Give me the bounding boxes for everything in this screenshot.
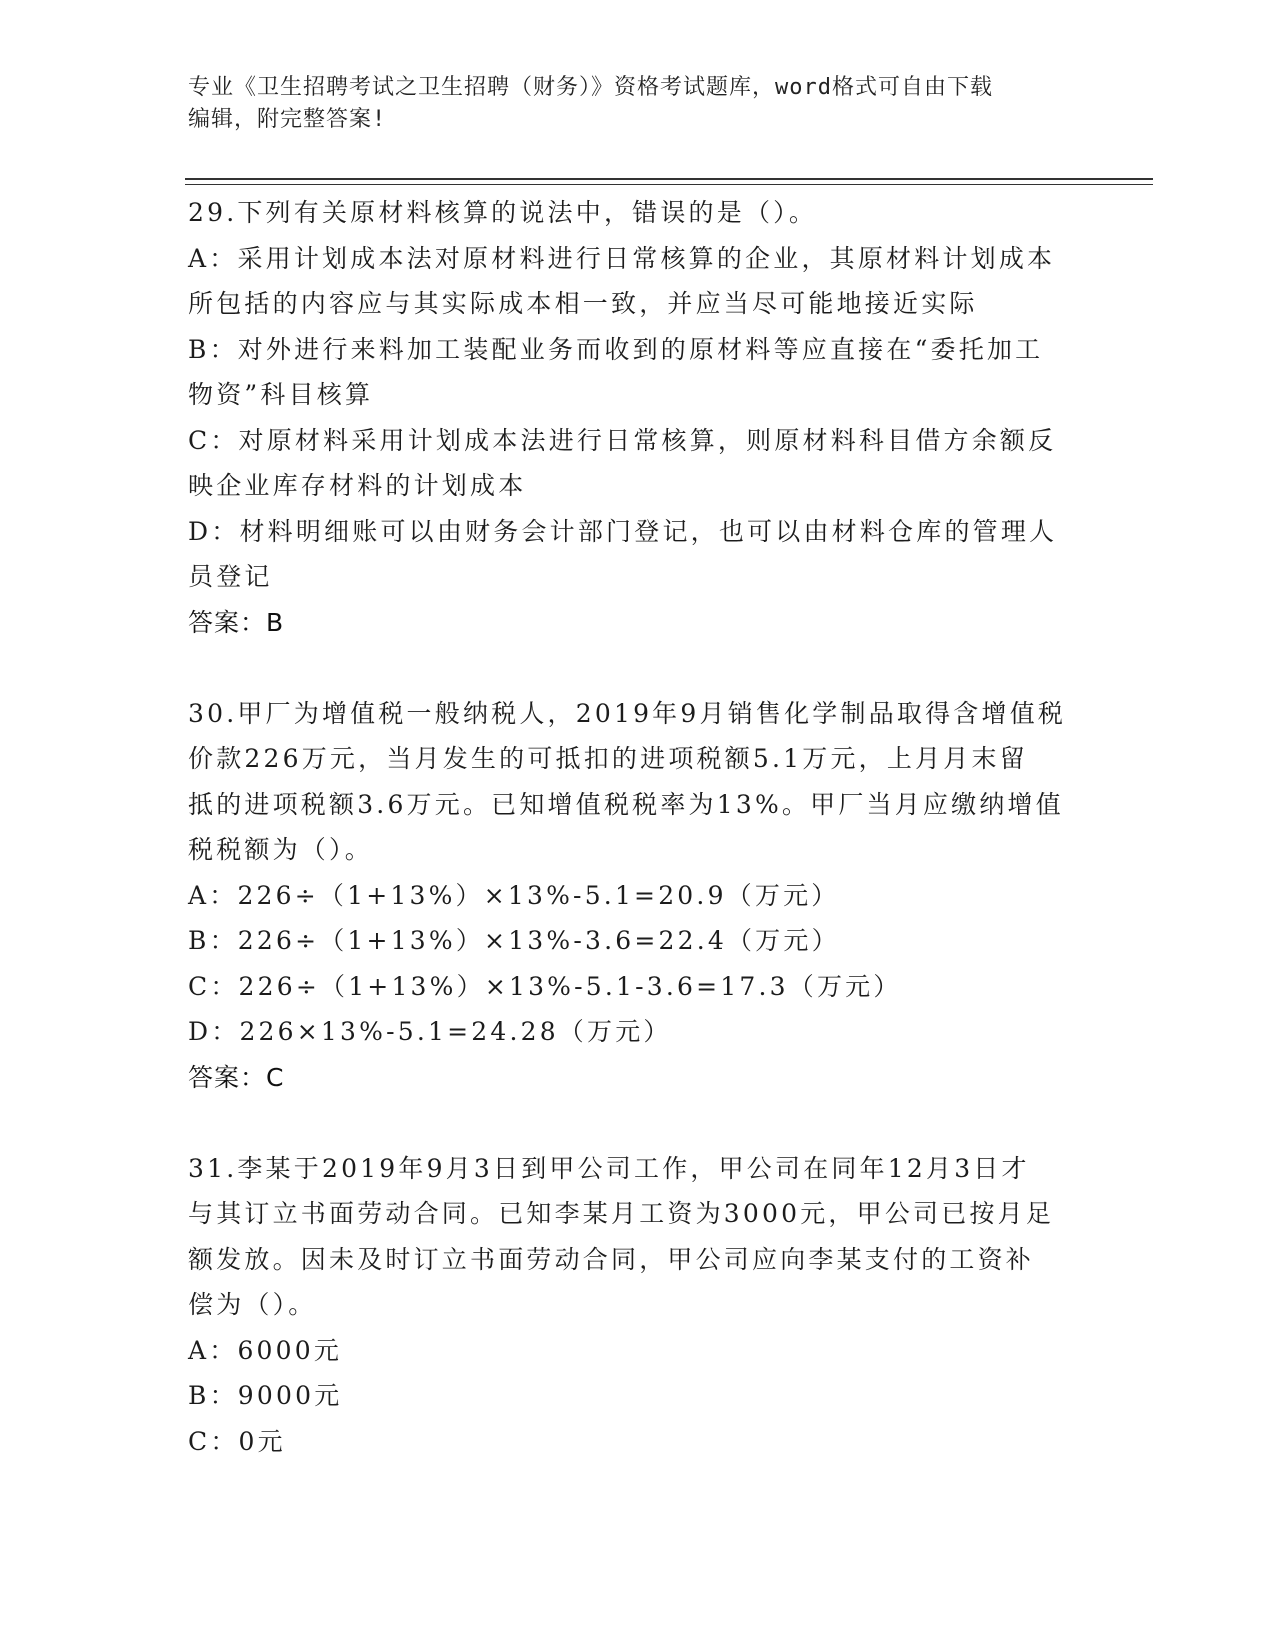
option-line: A：6000元	[188, 1335, 343, 1365]
header-line-2: 编辑，附完整答案!	[188, 107, 387, 132]
question-stem-line: 29.下列有关原材料核算的说法中，错误的是（）。	[188, 198, 818, 227]
header-divider-thick	[185, 178, 1153, 180]
option-line: D：226×13%-5.1=24.28（万元）	[188, 1017, 672, 1046]
option-line: B：9000元	[188, 1381, 343, 1410]
header-line-1: 专业《卫生招聘考试之卫生招聘（财务）》资格考试题库，word格式可自由下载	[188, 75, 993, 100]
option-line: D：材料明细账可以由财务会计部门登记，也可以由材料仓库的管理人	[188, 516, 1058, 546]
option-line: 员登记	[188, 562, 273, 591]
answer-line: 答案：C	[188, 1062, 285, 1092]
question-stem-line: 价款226万元，当月发生的可抵扣的进项税额5.1万元，上月月末留	[188, 744, 1028, 773]
question-spacer	[188, 1100, 1088, 1146]
option-line: C：对原材料采用计划成本法进行日常核算，则原材料科目借方余额反	[188, 425, 1057, 455]
question-stem-line: 税税额为（）。	[188, 835, 373, 864]
option-line: B：对外进行来料加工装配业务而收到的原材料等应直接在“委托加工	[188, 334, 1044, 364]
option-line: 所包括的内容应与其实际成本相一致，并应当尽可能地接近实际	[188, 289, 978, 318]
question-stem-line: 与其订立书面劳动合同。已知李某月工资为3000元，甲公司已按月足	[188, 1199, 1055, 1228]
question-stem-line: 31.李某于2019年9月3日到甲公司工作，甲公司在同年12月3日才	[188, 1153, 1030, 1183]
header-divider-thin	[185, 184, 1153, 185]
question-spacer	[188, 645, 1088, 691]
option-line: C：0元	[188, 1426, 286, 1456]
option-line: A：226÷（1+13%）×13%-5.1=20.9（万元）	[188, 880, 840, 910]
question-stem-line: 抵的进项税额3.6万元。已知增值税税率为13%。甲厂当月应缴纳增值	[188, 789, 1064, 819]
question-31	[188, 1146, 1088, 1465]
document-header	[188, 72, 1068, 136]
option-line: 物资”科目核算	[188, 380, 374, 409]
question-list	[188, 190, 1088, 1464]
option-line: C：226÷（1+13%）×13%-5.1-3.6=17.3（万元）	[188, 971, 902, 1001]
question-stem-line: 偿为（）。	[188, 1290, 317, 1319]
question-30	[188, 691, 1088, 1101]
answer-line: 答案：B	[188, 607, 285, 637]
question-stem-line: 30.甲厂为增值税一般纳税人，2019年9月销售化学制品取得含增值税	[188, 698, 1067, 728]
option-line: A：采用计划成本法对原材料进行日常核算的企业，其原材料计划成本	[188, 243, 1056, 273]
question-stem-line: 额发放。因未及时订立书面劳动合同，甲公司应向李某支付的工资补	[188, 1244, 1035, 1274]
question-29	[188, 190, 1088, 645]
option-line: B：226÷（1+13%）×13%-3.6=22.4（万元）	[188, 926, 840, 955]
option-line: 映企业库存材料的计划成本	[188, 471, 527, 500]
